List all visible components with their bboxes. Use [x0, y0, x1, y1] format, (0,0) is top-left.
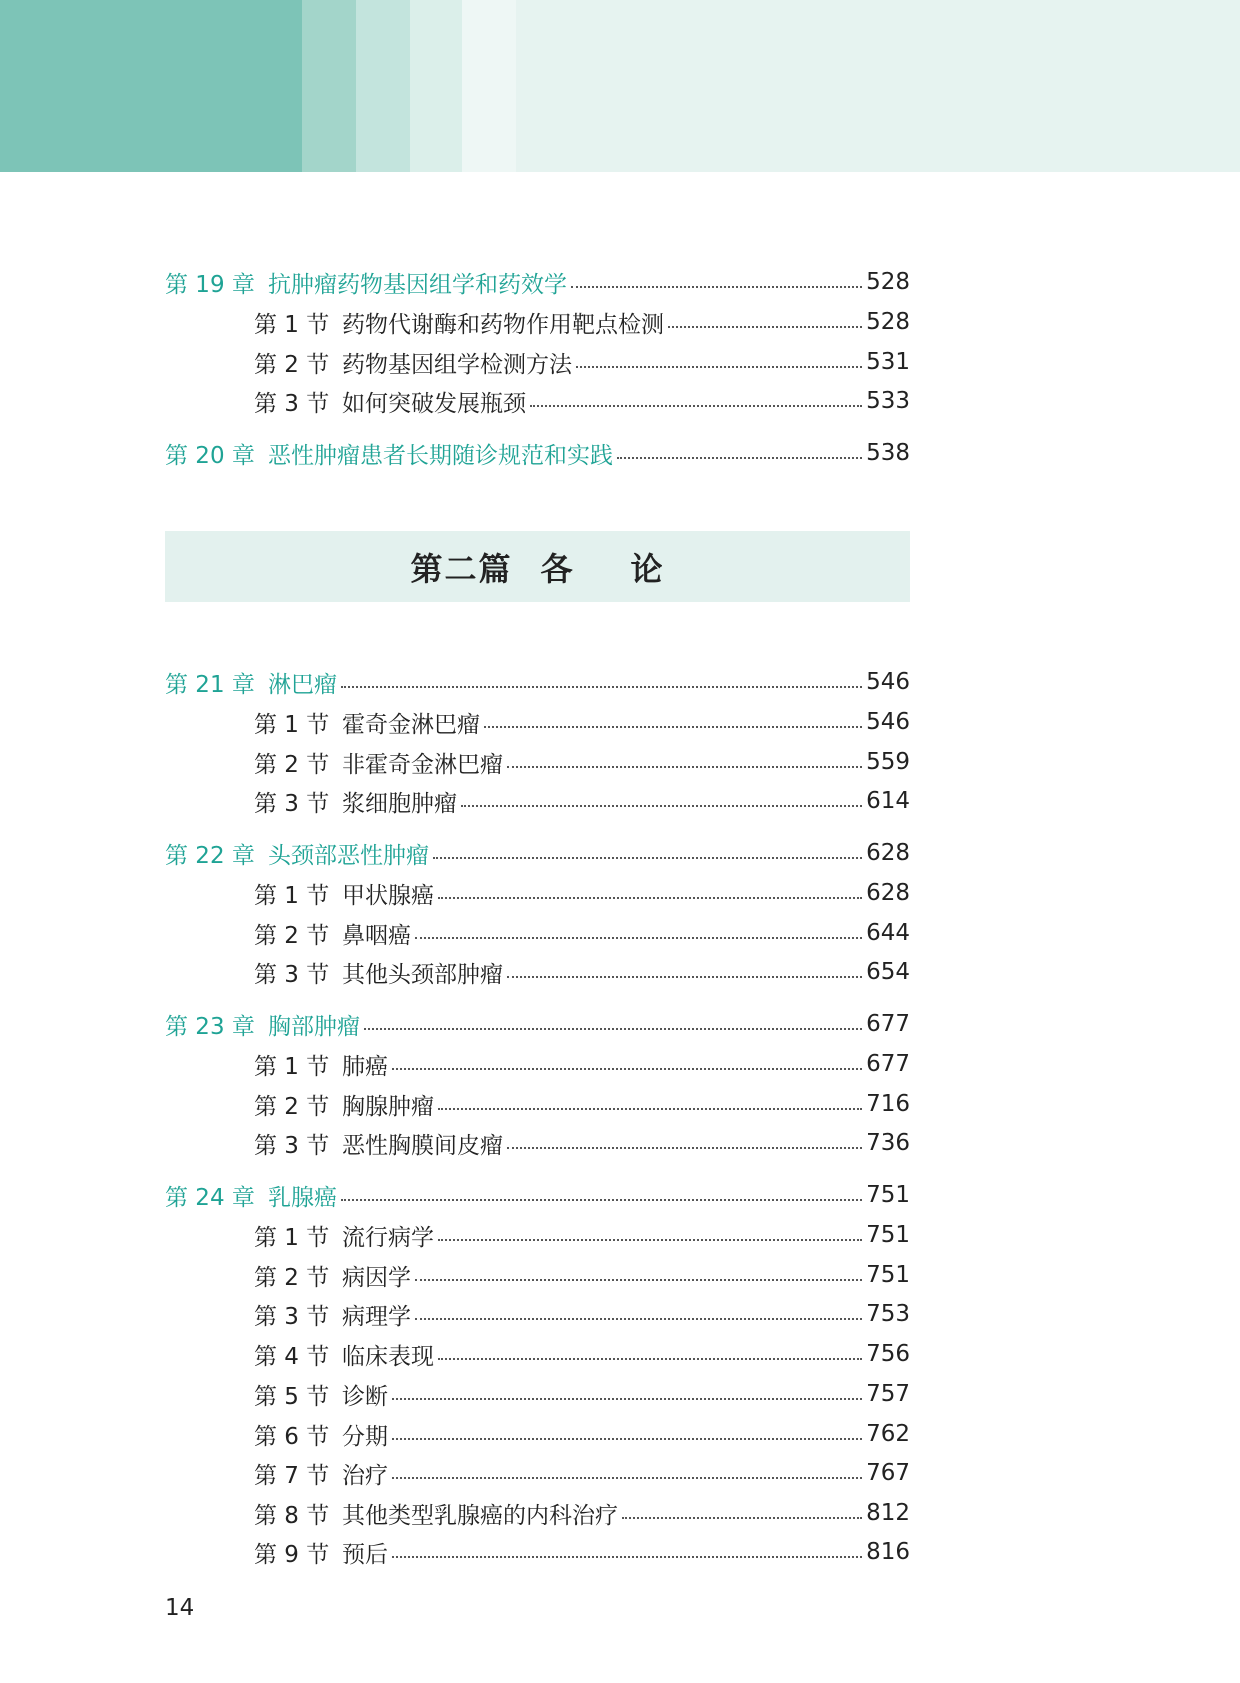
dot-leader — [392, 1068, 862, 1070]
entry-title: 胸部肿瘤 — [268, 1013, 360, 1040]
dot-leader — [364, 1028, 862, 1030]
dot-leader — [341, 686, 862, 688]
toc-section-entry[interactable] — [254, 302, 910, 342]
dot-leader — [461, 805, 862, 807]
entry-page: 559 — [866, 749, 910, 775]
entry-number: 第 19 章 — [165, 271, 255, 298]
entry-page: 736 — [866, 1130, 910, 1156]
toc-section-entry[interactable] — [254, 1044, 910, 1084]
entry-number: 第 3 节 — [254, 961, 330, 988]
toc-section-entry[interactable] — [254, 342, 910, 382]
entry-page: 812 — [866, 1500, 910, 1526]
entry-page: 751 — [866, 1222, 910, 1248]
entry-title: 病因学 — [342, 1264, 411, 1291]
dot-leader — [392, 1438, 862, 1440]
dot-leader — [438, 1108, 862, 1110]
toc-chapter-entry[interactable] — [165, 1175, 910, 1215]
entry-title: 临床表现 — [342, 1343, 434, 1370]
toc-chapter-entry[interactable] — [165, 1004, 910, 1044]
entry-title: 头颈部恶性肿瘤 — [268, 842, 429, 869]
dot-leader — [433, 857, 862, 859]
dot-leader — [438, 1358, 862, 1360]
toc-section-entry[interactable] — [254, 1374, 910, 1414]
toc-section-entry[interactable] — [254, 873, 910, 913]
dot-leader — [507, 1147, 862, 1149]
entry-page: 528 — [866, 309, 910, 335]
part-title-label: 第二篇 — [410, 549, 513, 588]
entry-number: 第 2 节 — [254, 351, 330, 378]
dot-leader — [668, 326, 862, 328]
dot-leader — [571, 286, 862, 288]
entry-number: 第 3 节 — [254, 1132, 330, 1159]
toc-section-entry[interactable] — [254, 913, 910, 953]
toc-section-entry[interactable] — [254, 702, 910, 742]
dot-leader — [507, 766, 862, 768]
entry-title: 胸腺肿瘤 — [342, 1093, 434, 1120]
toc-chapter-entry[interactable] — [165, 662, 910, 702]
entry-number: 第 6 节 — [254, 1423, 330, 1450]
dot-leader — [622, 1517, 862, 1519]
entry-number: 第 2 节 — [254, 751, 330, 778]
entry-title: 鼻咽癌 — [342, 922, 411, 949]
toc-section-entry[interactable] — [254, 1294, 910, 1334]
entry-number: 第 1 节 — [254, 711, 330, 738]
entry-number: 第 2 节 — [254, 922, 330, 949]
entry-title: 肺癌 — [342, 1053, 388, 1080]
entry-page: 677 — [866, 1051, 910, 1077]
entry-title: 恶性胸膜间皮瘤 — [342, 1132, 503, 1159]
entry-page: 533 — [866, 388, 910, 414]
entry-title: 治疗 — [342, 1462, 388, 1489]
entry-title: 药物基因组学检测方法 — [342, 351, 572, 378]
entry-number: 第 3 节 — [254, 390, 330, 417]
entry-number: 第 4 节 — [254, 1343, 330, 1370]
dot-leader — [617, 457, 862, 459]
entry-title: 如何突破发展瓶颈 — [342, 390, 526, 417]
entry-page: 716 — [866, 1091, 910, 1117]
entry-title: 诊断 — [342, 1383, 388, 1410]
header-strip — [302, 0, 356, 172]
entry-page: 751 — [866, 1262, 910, 1288]
dot-leader — [530, 405, 862, 407]
entry-number: 第 7 节 — [254, 1462, 330, 1489]
entry-page: 614 — [866, 788, 910, 814]
toc-section-entry[interactable] — [254, 742, 910, 782]
entry-title: 药物代谢酶和药物作用靶点检测 — [342, 311, 664, 338]
entry-number: 第 1 节 — [254, 311, 330, 338]
toc-section-entry[interactable] — [254, 1493, 910, 1533]
entry-number: 第 1 节 — [254, 1224, 330, 1251]
header-band — [0, 0, 1240, 172]
toc-section-entry[interactable] — [254, 1453, 910, 1493]
dot-leader — [438, 897, 862, 899]
entry-number: 第 9 节 — [254, 1541, 330, 1568]
dot-leader — [438, 1239, 862, 1241]
toc-chapter-entry[interactable] — [165, 433, 910, 473]
dot-leader — [576, 366, 862, 368]
entry-page: 546 — [866, 709, 910, 735]
dot-leader — [415, 937, 862, 939]
toc-chapter-entry[interactable] — [165, 833, 910, 873]
entry-page: 538 — [866, 440, 910, 466]
toc-section-entry[interactable] — [254, 381, 910, 421]
dot-leader — [484, 726, 862, 728]
entry-number: 第 24 章 — [165, 1184, 255, 1211]
entry-title: 甲状腺癌 — [342, 882, 434, 909]
entry-title: 恶性肿瘤患者长期随诊规范和实践 — [268, 442, 613, 469]
toc-section-entry[interactable] — [254, 1123, 910, 1163]
entry-number: 第 21 章 — [165, 671, 255, 698]
part-title-word-1: 各 — [540, 549, 575, 588]
entry-number: 第 8 节 — [254, 1502, 330, 1529]
dot-leader — [392, 1398, 862, 1400]
entry-page: 528 — [866, 269, 910, 295]
entry-number: 第 3 节 — [254, 790, 330, 817]
dot-leader — [392, 1477, 862, 1479]
entry-number: 第 3 节 — [254, 1303, 330, 1330]
toc-section-entry[interactable] — [254, 1215, 910, 1255]
header-strip — [462, 0, 516, 172]
entry-page: 531 — [866, 349, 910, 375]
entry-number: 第 20 章 — [165, 442, 255, 469]
dot-leader — [415, 1279, 862, 1281]
entry-page: 644 — [866, 920, 910, 946]
entry-page: 756 — [866, 1341, 910, 1367]
entry-page: 654 — [866, 959, 910, 985]
entry-page: 762 — [866, 1421, 910, 1447]
entry-page: 751 — [866, 1182, 910, 1208]
entry-page: 767 — [866, 1460, 910, 1486]
entry-title: 乳腺癌 — [268, 1184, 337, 1211]
dot-leader — [392, 1556, 862, 1558]
entry-title: 抗肿瘤药物基因组学和药效学 — [268, 271, 567, 298]
entry-number: 第 23 章 — [165, 1013, 255, 1040]
entry-title: 淋巴瘤 — [268, 671, 337, 698]
dot-leader — [341, 1199, 862, 1201]
entry-title: 非霍奇金淋巴瘤 — [342, 751, 503, 778]
entry-title: 浆细胞肿瘤 — [342, 790, 457, 817]
toc-chapter-entry[interactable] — [165, 262, 910, 302]
entry-number: 第 5 节 — [254, 1383, 330, 1410]
toc-section-entry[interactable] — [254, 1084, 910, 1124]
toc-section-entry[interactable] — [254, 1414, 910, 1454]
header-strip — [410, 0, 462, 172]
entry-number: 第 2 节 — [254, 1093, 330, 1120]
entry-page: 753 — [866, 1301, 910, 1327]
dot-leader — [415, 1318, 862, 1320]
entry-page: 628 — [866, 840, 910, 866]
entry-page: 677 — [866, 1011, 910, 1037]
entry-number: 第 2 节 — [254, 1264, 330, 1291]
entry-title: 其他类型乳腺癌的内科治疗 — [342, 1502, 618, 1529]
header-strip — [356, 0, 410, 172]
header-strip — [0, 0, 302, 172]
entry-title: 病理学 — [342, 1303, 411, 1330]
toc-section-entry[interactable] — [254, 1532, 910, 1572]
toc-section-entry[interactable] — [254, 781, 910, 821]
entry-page: 757 — [866, 1381, 910, 1407]
entry-number: 第 1 节 — [254, 1053, 330, 1080]
part-title-word-2: 论 — [630, 549, 665, 588]
entry-title: 流行病学 — [342, 1224, 434, 1251]
page-number: 14 — [165, 1595, 195, 1621]
entry-title: 霍奇金淋巴瘤 — [342, 711, 480, 738]
entry-number: 第 22 章 — [165, 842, 255, 869]
entry-page: 816 — [866, 1539, 910, 1565]
entry-number: 第 1 节 — [254, 882, 330, 909]
toc-section-entry[interactable] — [254, 1255, 910, 1295]
toc-section-entry[interactable] — [254, 952, 910, 992]
entry-page: 628 — [866, 880, 910, 906]
entry-title: 分期 — [342, 1423, 388, 1450]
entry-title: 预后 — [342, 1541, 388, 1568]
part-banner — [165, 531, 910, 602]
dot-leader — [507, 976, 862, 978]
entry-title: 其他头颈部肿瘤 — [342, 961, 503, 988]
toc-section-entry[interactable] — [254, 1334, 910, 1374]
entry-page: 546 — [866, 669, 910, 695]
